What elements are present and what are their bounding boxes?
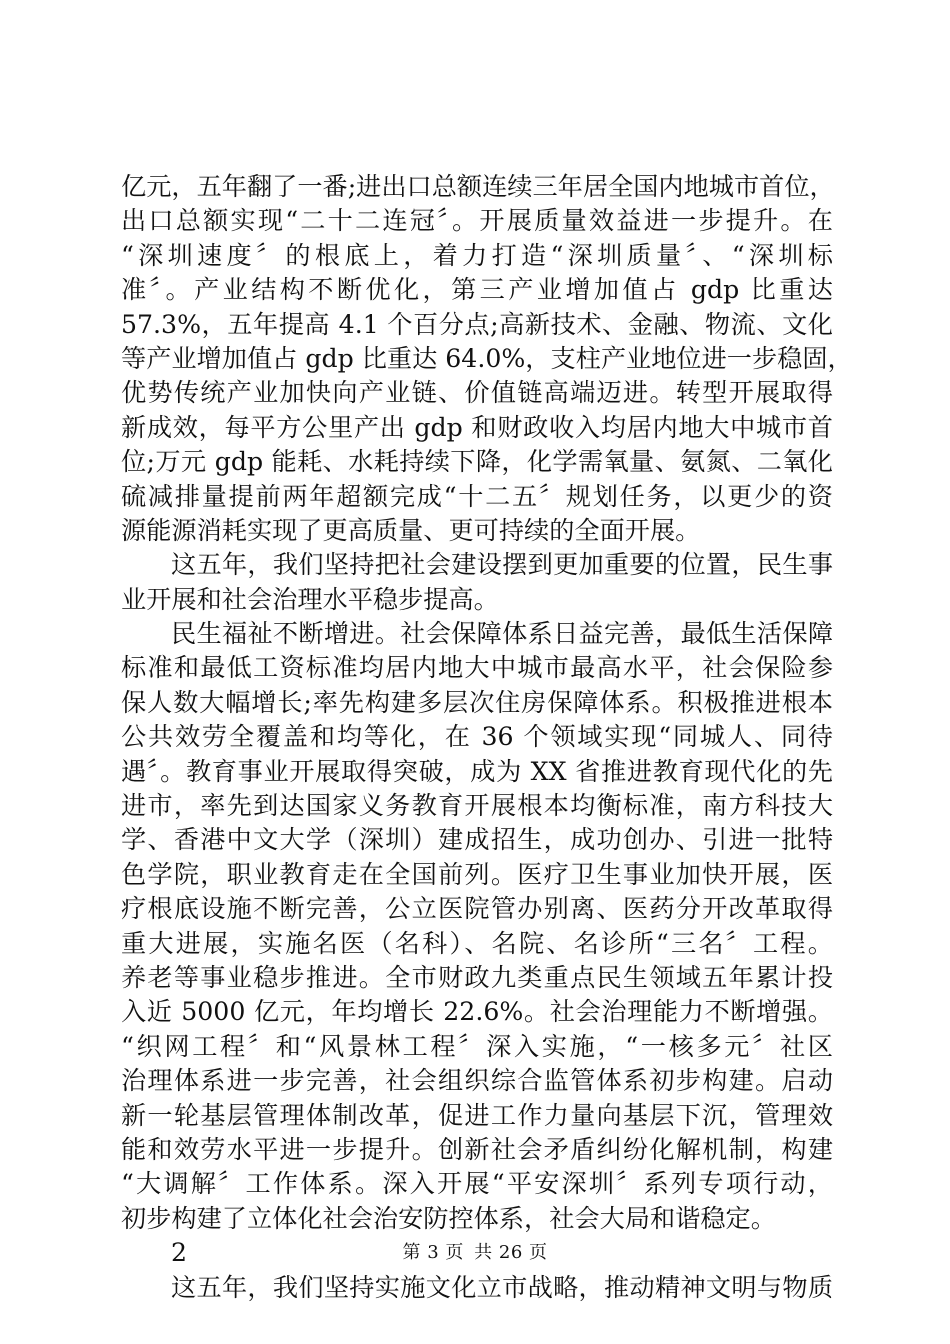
text-line: 民生福祉不断增进。社会保障体系日益完善，最低生活保障 bbox=[171, 619, 833, 649]
text-line: “深圳速度〞的根底上，着力打造“深圳质量〞、“深圳标 bbox=[121, 240, 833, 270]
text-line: 入近 5000 亿元，年均增长 22.6%。社会治理能力不断增强。 bbox=[121, 997, 833, 1027]
text-line: 治理体系进一步完善，社会组织综合监管体系初步构建。启动 bbox=[121, 1066, 833, 1096]
text-line: 硫减排量提前两年超额完成“十二五〞规划任务，以更少的资 bbox=[121, 481, 833, 511]
text-line: 新成效，每平方公里产出 gdp 和财政收入均居内地大中城市首 bbox=[121, 412, 833, 442]
text-line: 准〞。产业结构不断优化，第三产业增加值占 gdp 比重达 bbox=[121, 275, 833, 305]
text-line: 优势传统产业加快向产业链、价值链高端迈进。转型开展取得 bbox=[121, 378, 833, 408]
text-line: 重大进展，实施名医（名科）、名院、名诊所“三名〞工程。 bbox=[121, 928, 833, 958]
text-line: 业开展和社会治理水平稳步提高。 bbox=[121, 584, 499, 614]
text-line: “织网工程〞和“风景林工程〞深入实施，“一核多元〞社区 bbox=[121, 1031, 833, 1061]
text-line: 标准和最低工资标准均居内地大中城市最高水平，社会保险参 bbox=[121, 653, 833, 683]
document-body bbox=[121, 170, 853, 1305]
text-line: “大调解〞工作体系。深入开展“平安深圳〞系列专项行动， bbox=[121, 1169, 833, 1199]
text-line: 初步构建了立体化社会治安防控体系，社会大局和谐稳定。 bbox=[121, 1203, 776, 1233]
text-line: 遇〞。教育事业开展取得突破，成为 XX 省推进教育现代化的先 bbox=[121, 756, 833, 786]
text-line: 疗根底设施不断完善，公立医院管办别离、医药分开改革取得 bbox=[121, 894, 833, 924]
text-line: 新一轮基层管理体制改革，促进工作力量向基层下沉，管理效 bbox=[121, 1100, 833, 1130]
text-line: 等产业增加值占 gdp 比重达 64.0%，支柱产业地位进一步稳固， bbox=[121, 343, 853, 373]
text-line: 能和效劳水平进一步提升。创新社会矛盾纠纷化解机制，构建 bbox=[121, 1134, 833, 1164]
text-line: 源能源消耗实现了更高质量、更可持续的全面开展。 bbox=[121, 515, 701, 545]
text-line: 57.3%，五年提高 4.1 个百分点;高新技术、金融、物流、文化 bbox=[121, 309, 833, 339]
text-line: 色学院，职业教育走在全国前列。医疗卫生事业加快开展，医 bbox=[121, 859, 833, 889]
total-pages: 共 26 页 bbox=[474, 1242, 548, 1263]
inline-page-number: 2 bbox=[171, 1238, 188, 1268]
text-line: 亿元，五年翻了一番;进出口总额连续三年居全国内地城市首位， bbox=[121, 172, 835, 201]
text-line: 这五年，我们坚持实施文化立市战略，推动精神文明与物质 bbox=[171, 1272, 833, 1302]
text-line: 进市，率先到达国家义务教育开展根本均衡标准，南方科技大 bbox=[121, 791, 833, 821]
page-footer bbox=[0, 1238, 950, 1264]
text-line: 这五年，我们坚持把社会建设摆到更加重要的位置，民生事 bbox=[171, 550, 833, 580]
text-line: 学、香港中文大学（深圳）建成招生，成功创办、引进一批特 bbox=[121, 825, 833, 855]
text-line: 公共效劳全覆盖和均等化，在 36 个领域实现“同城人、同待 bbox=[121, 722, 833, 752]
text-line: 位;万元 gdp 能耗、水耗持续下降，化学需氧量、氨氮、二氧化 bbox=[121, 447, 833, 477]
page-number: 第 3 页 bbox=[402, 1242, 464, 1263]
text-line: 养老等事业稳步推进。全市财政九类重点民生领域五年累计投 bbox=[121, 962, 833, 992]
text-line: 保人数大幅增长;率先构建多层次住房保障体系。积极推进根本 bbox=[121, 687, 833, 717]
text-line: 出口总额实现“二十二连冠〞。开展质量效益进一步提升。在 bbox=[121, 206, 833, 236]
